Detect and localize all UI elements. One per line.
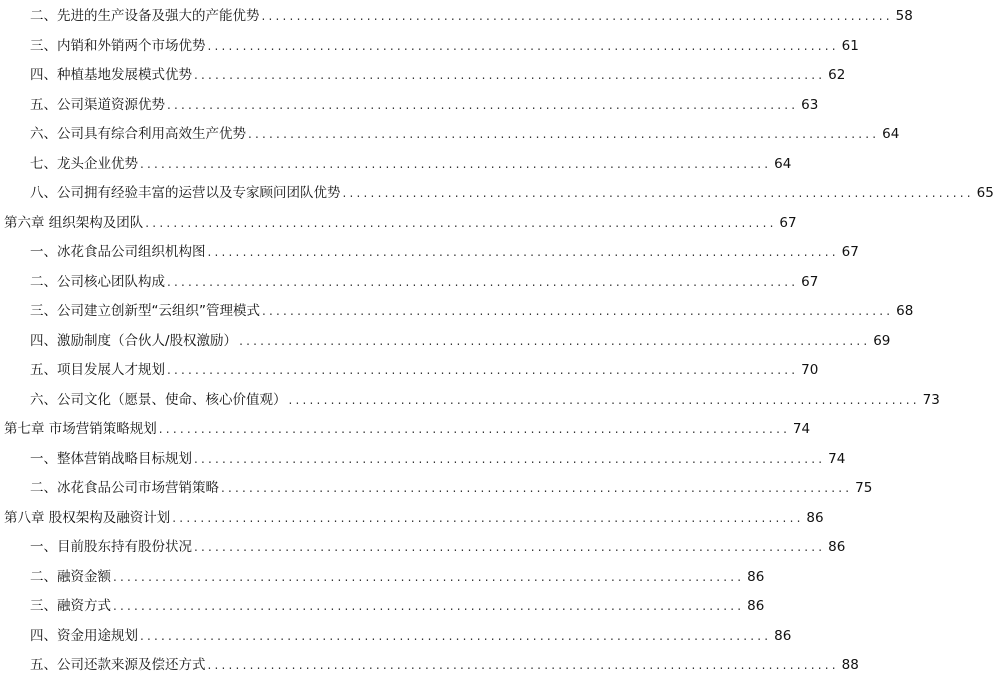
toc-entry[interactable] [30, 622, 792, 644]
dot-leader: .......................................................................................... [167, 274, 799, 289]
toc-entry-title: 三、公司建立创新型“云组织”管理模式 [30, 303, 260, 319]
toc-page-number: 70 [801, 362, 819, 378]
toc-entry[interactable] [30, 91, 819, 113]
toc-page-number: 64 [774, 155, 792, 172]
toc-entry[interactable] [30, 297, 914, 319]
toc-entry[interactable] [30, 61, 846, 83]
toc-entry[interactable] [30, 474, 873, 496]
dot-leader: .......................................................................................... [207, 245, 839, 259]
toc-entry[interactable] [30, 563, 765, 585]
dot-leader: .......................................................................................... [342, 186, 974, 200]
toc-entry[interactable] [30, 651, 859, 673]
toc-page-number: 86 [828, 539, 846, 555]
toc-entry[interactable] [30, 445, 846, 467]
dot-leader: .......................................................................................... [194, 68, 826, 82]
dot-leader: .......................................................................................... [158, 422, 791, 436]
toc-entry[interactable] [30, 533, 846, 555]
toc-page-number: 74 [792, 421, 811, 437]
toc-chapter[interactable] [4, 504, 824, 526]
toc-entry-title: 三、融资方式 [30, 598, 111, 614]
dot-leader: .......................................................................................... [221, 481, 853, 495]
toc-entry-title: 一、整体营销战略目标规划 [30, 450, 192, 467]
dot-leader: .......................................................................................... [167, 97, 799, 112]
dot-leader: .......................................................................................... [194, 451, 826, 466]
toc-page-number: 75 [855, 480, 873, 496]
dot-leader: .......................................................................................... [261, 9, 893, 23]
toc-page-number: 67 [779, 214, 797, 231]
toc-entry-title: 一、冰花食品公司组织机构图 [30, 244, 206, 260]
dot-leader: .......................................................................................... [207, 658, 839, 672]
toc-entry-title: 六、公司文化（愿景、使命、核心价值观） [30, 391, 287, 408]
toc-page-number: 86 [747, 598, 765, 614]
toc-entry-title: 五、公司渠道资源优势 [30, 96, 165, 113]
toc-page-number: 61 [841, 37, 859, 54]
toc-entry[interactable] [30, 268, 819, 290]
toc-entry-title: 四、种植基地发展模式优势 [30, 67, 192, 83]
toc-chapter-title: 第八章 股权架构及融资计划 [4, 509, 171, 526]
toc-entry[interactable] [30, 150, 792, 172]
toc-entry[interactable] [30, 2, 913, 24]
dot-leader: .......................................................................................... [288, 392, 920, 407]
toc-page-number: 67 [801, 273, 819, 290]
toc-entry[interactable] [30, 356, 819, 378]
toc-chapter[interactable] [4, 415, 811, 437]
toc-entry-title: 四、激励制度（合伙人/股权激励） [30, 332, 238, 349]
toc-entry-title: 二、先进的生产设备及强大的产能优势 [30, 8, 260, 24]
dot-leader: .......................................................................................... [113, 569, 745, 584]
toc-entry-title: 一、目前股东持有股份状况 [30, 539, 192, 555]
toc-page-number: 67 [841, 244, 859, 260]
toc-entry-title: 七、龙头企业优势 [30, 155, 138, 172]
toc-page-number: 62 [828, 67, 846, 83]
toc-entry[interactable] [30, 592, 765, 614]
toc-entry[interactable] [30, 327, 891, 349]
toc-page-number: 64 [882, 126, 900, 142]
toc-entry[interactable] [30, 179, 994, 201]
toc-entry-title: 六、公司具有综合利用高效生产优势 [30, 126, 246, 142]
toc-page-number: 69 [873, 332, 891, 349]
toc-page-number: 86 [747, 568, 765, 585]
toc-entry-title: 二、公司核心团队构成 [30, 273, 165, 290]
toc-entry-title: 五、公司还款来源及偿还方式 [30, 657, 206, 673]
toc-entry-title: 八、公司拥有经验丰富的运营以及专家顾问团队优势 [30, 185, 341, 201]
toc-chapter-title: 第六章 组织架构及团队 [4, 214, 144, 231]
dot-leader: .......................................................................................... [262, 304, 894, 318]
toc-chapter-title: 第七章 市场营销策略规划 [4, 421, 157, 437]
toc-page-number: 58 [895, 8, 913, 24]
toc-page-number: 86 [774, 627, 792, 644]
toc-page-number: 68 [896, 303, 914, 319]
dot-leader: .......................................................................................... [172, 510, 804, 525]
toc-entry-title: 三、内销和外销两个市场优势 [30, 37, 206, 54]
toc-entry-title: 二、融资金额 [30, 568, 111, 585]
toc-page-number: 65 [976, 185, 994, 201]
toc-entry-title: 四、资金用途规划 [30, 627, 138, 644]
dot-leader: .......................................................................................... [113, 599, 745, 613]
dot-leader: .......................................................................................... [140, 628, 772, 643]
toc-page-number: 73 [922, 391, 940, 408]
toc-page-number: 74 [828, 450, 846, 467]
toc-entry[interactable] [30, 238, 859, 260]
toc-page-number: 88 [841, 657, 859, 673]
dot-leader: .......................................................................................... [239, 333, 871, 348]
toc-page-number: 86 [806, 509, 824, 526]
dot-leader: .......................................................................................... [194, 540, 826, 554]
dot-leader: .......................................................................................... [167, 363, 799, 377]
toc-entry-title: 五、项目发展人才规划 [30, 362, 165, 378]
dot-leader: .......................................................................................... [140, 156, 772, 171]
toc-entry[interactable] [30, 386, 940, 408]
dot-leader: .......................................................................................... [207, 38, 839, 53]
toc-chapter[interactable] [4, 209, 797, 231]
toc-entry-title: 二、冰花食品公司市场营销策略 [30, 480, 219, 496]
toc-entry[interactable] [30, 120, 900, 142]
toc-entry[interactable] [30, 32, 859, 54]
dot-leader: .......................................................................................... [145, 215, 777, 230]
dot-leader: .......................................................................................... [248, 127, 880, 141]
toc-page-number: 63 [801, 96, 819, 113]
